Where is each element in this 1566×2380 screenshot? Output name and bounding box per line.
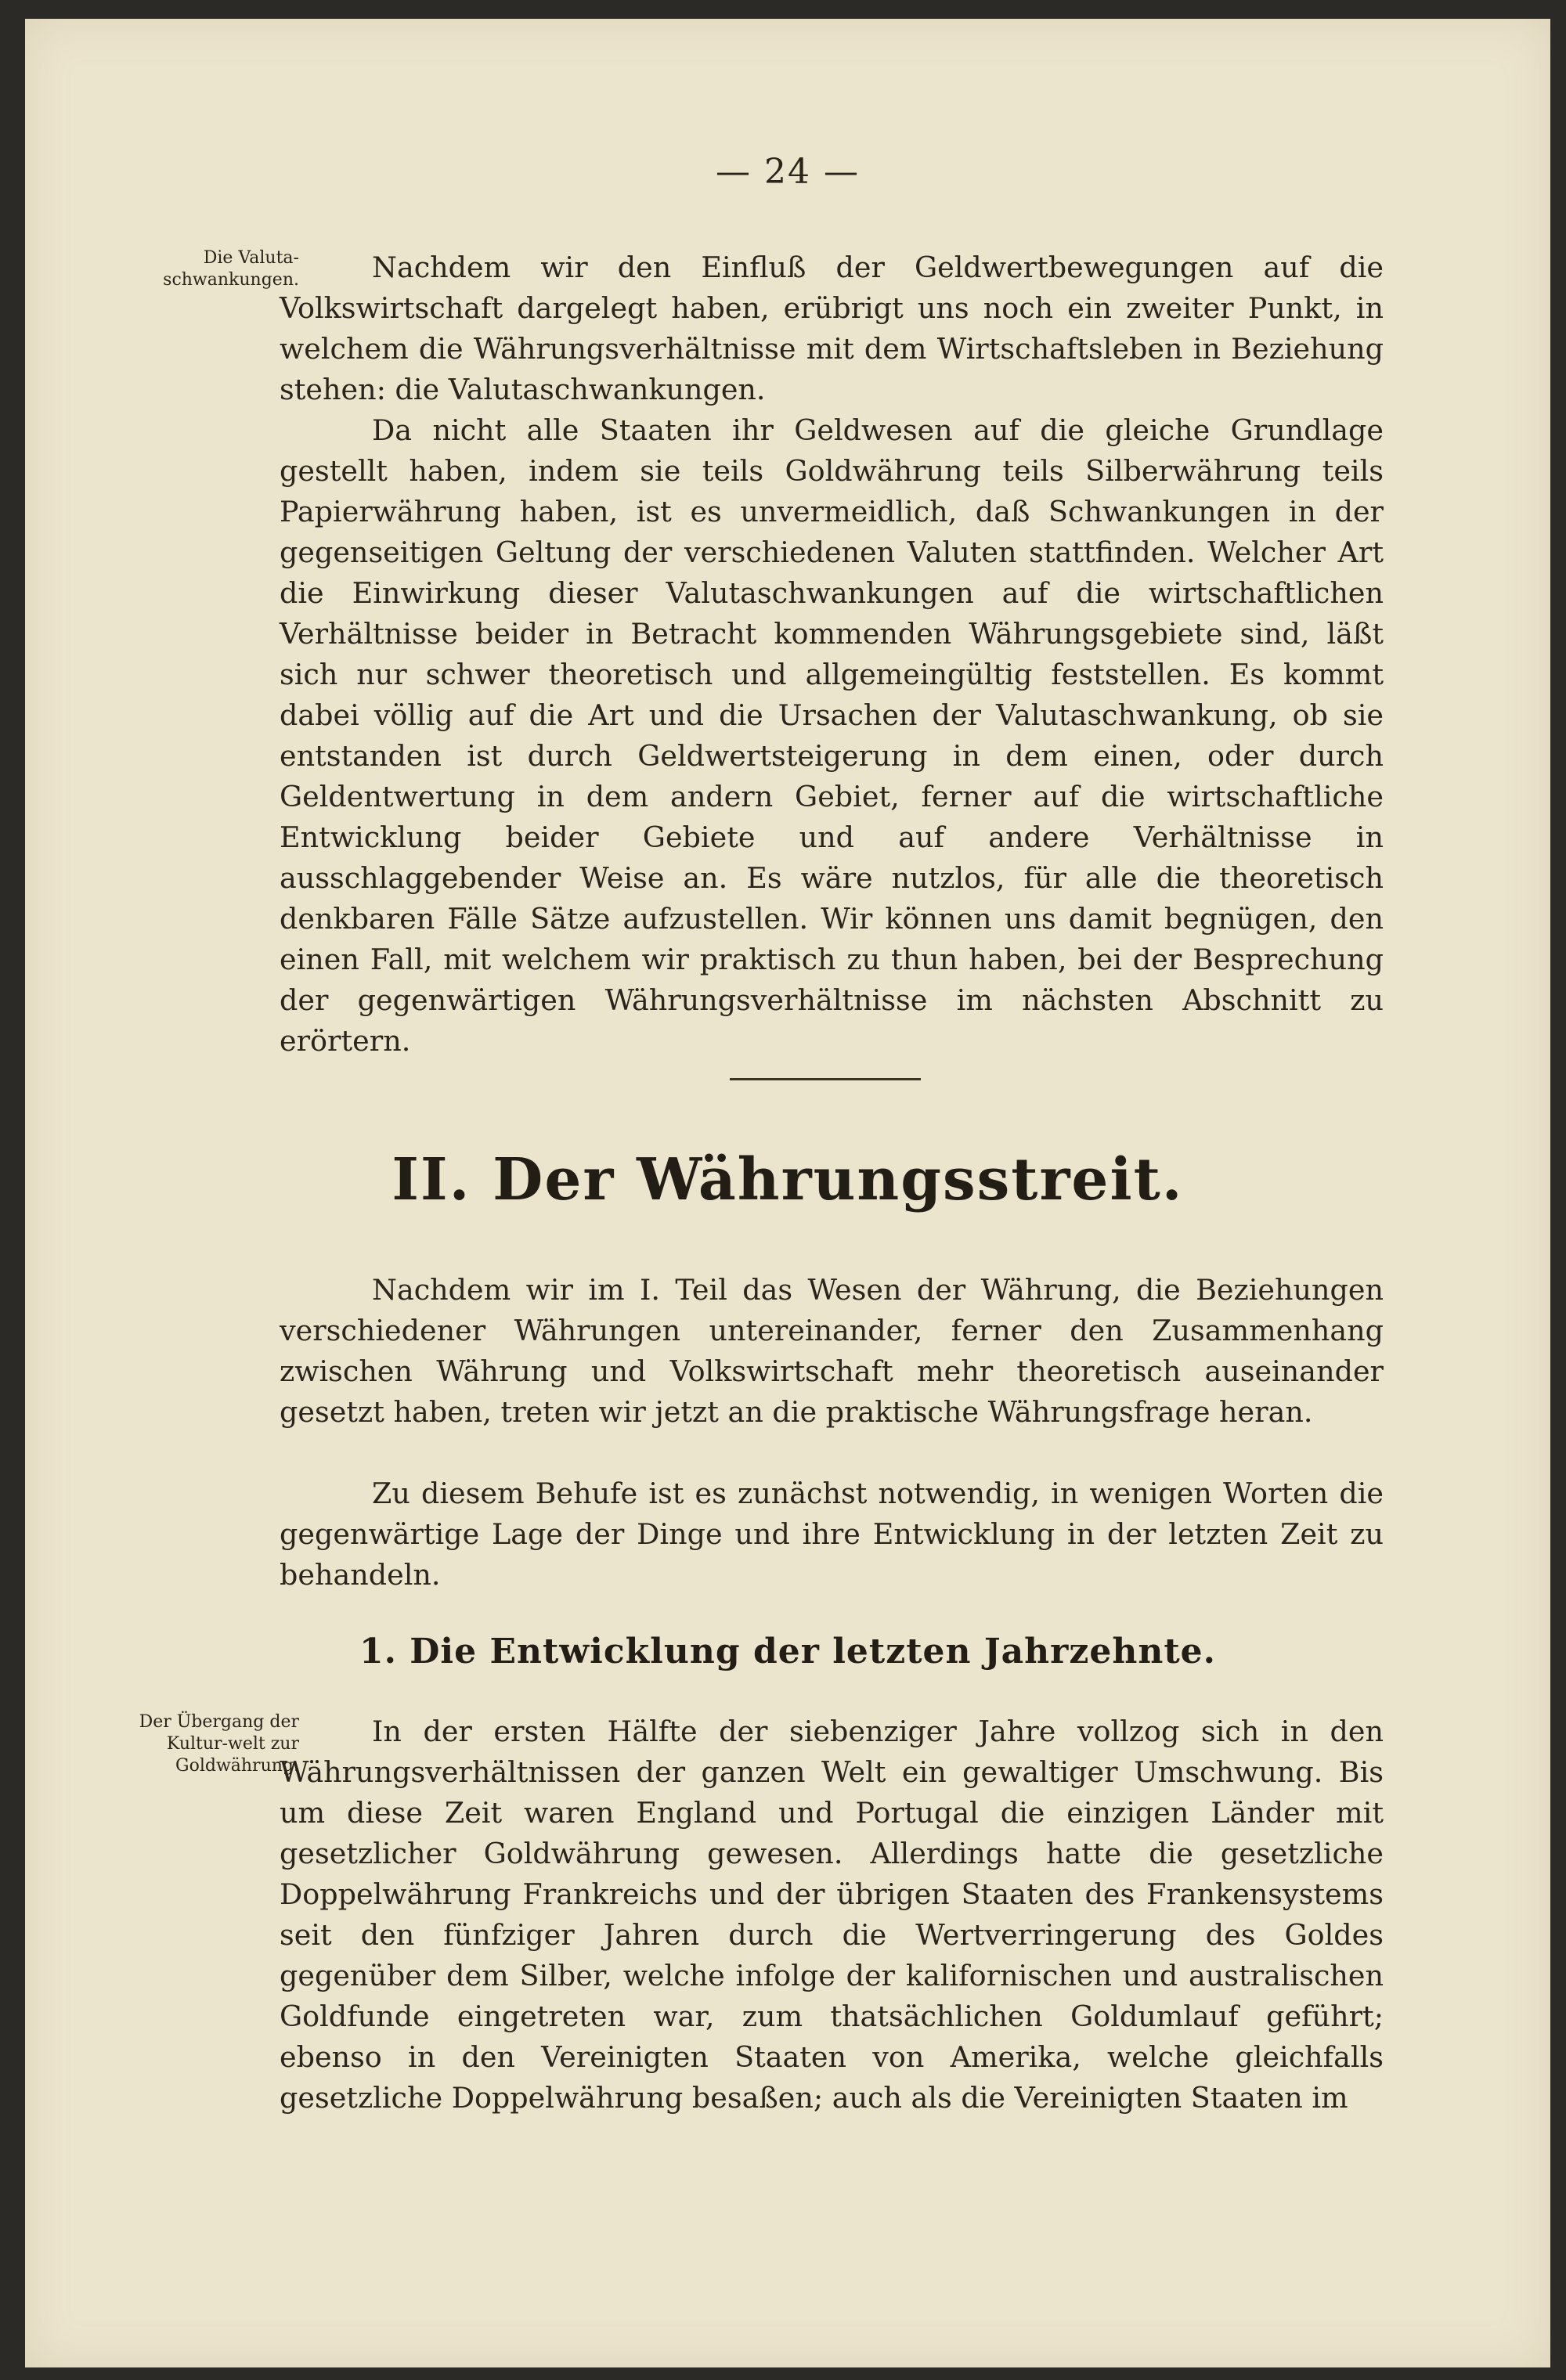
paragraph-valuta-intro: Nachdem wir den Einfluß der Geldwertbewegungen auf die Volkswirtschaft dargelegt haben, erübrigt uns noch ein zweiter Punkt, in welchem die Währungsverhältnisse mit dem Wirtschaftsleben in Beziehung stehen: die Valutaschwankungen.	[280, 251, 1384, 406]
section-divider	[730, 1078, 921, 1080]
paragraph-behufe: Zu diesem Behufe ist es zunächst notwendig, in wenigen Worten die gegenwärtige Lage der Dinge und ihre Entwicklung in der letzten Zeit zu behandeln.	[280, 1477, 1384, 1592]
book-page	[25, 19, 1550, 2367]
margin-note-uebergang: Der Übergang der Kultur-welt zur Goldwährung.	[139, 1712, 299, 1776]
paragraph-part-two-intro: Nachdem wir im I. Teil das Wesen der Währung, die Beziehungen verschiedener Währungen untereinander, ferner den Zusammenhang zwischen Währung und Volkswirtschaft mehr theoretisch auseinander gesetzt haben, treten wir jetzt an die praktische Währungsfrage heran.	[280, 1273, 1384, 1429]
paragraph-entwicklung: In der ersten Hälfte der siebenziger Jahre vollzog sich in den Währungsverhältnissen der ganzen Welt ein gewaltiger Umschwung. Bis um diese Zeit waren England und Portugal die einzigen Länder mit gesetzlicher Goldwährung gewesen. Allerdings hatte die gesetzliche Doppelwährung Frankreichs und der übrigen Staaten des Frankensystems seit den fünfziger Jahren durch die Wertverringerung des Goldes gegenüber dem Silber, welche infolge der kalifornischen und australischen Goldfunde eingetreten war, zum thatsächlichen Goldumlauf geführt; ebenso in den Vereinigten Staaten von Amerika, welche gleichfalls gesetzliche Doppelwährung besaßen; auch als die Vereinigten Staaten im	[280, 1715, 1384, 2115]
section-heading: II. Der Währungsstreit.	[392, 1146, 1184, 1213]
paragraph-valuta-body: Da nicht alle Staaten ihr Geldwesen auf die gleiche Grundlage gestellt haben, indem sie teils Goldwährung teils Silberwährung teils Papierwährung haben, ist es unvermeidlich, daß Schwankungen in der gegenseitigen Geltung der verschiedenen Valuten stattfinden. Welcher Art die Einwirkung dieser Valutaschwankungen auf die wirtschaftlichen Verhältnisse beider in Betracht kommenden Währungsgebiete sind, läßt sich nur schwer theoretisch und allgemeingültig feststellen. Es kommt dabei völlig auf die Art und die Ursachen der Valutaschwankung, ob sie entstanden ist durch Geldwertsteigerung in dem einen, oder durch Geldentwertung in dem andern Gebiet, ferner auf die wirtschaftliche Entwicklung beider Gebiete und auf andere Verhältnisse in ausschlaggebender Weise an. Es wäre nutzlos, für alle die theoretisch denkbaren Fälle Sätze aufzustellen. Wir können uns damit begnügen, den einen Fall, mit welchem wir praktisch zu thun haben, bei der Besprechung der gegenwärtigen Währungsverhältnisse im nächsten Abschnitt zu erörtern.	[280, 413, 1384, 1058]
subsection-heading: 1. Die Entwicklung der letzten Jahrzehnte.	[359, 1632, 1216, 1671]
page-number: — 24 —	[716, 152, 860, 192]
margin-note-valuta: Die Valuta-schwankungen.	[163, 248, 299, 290]
